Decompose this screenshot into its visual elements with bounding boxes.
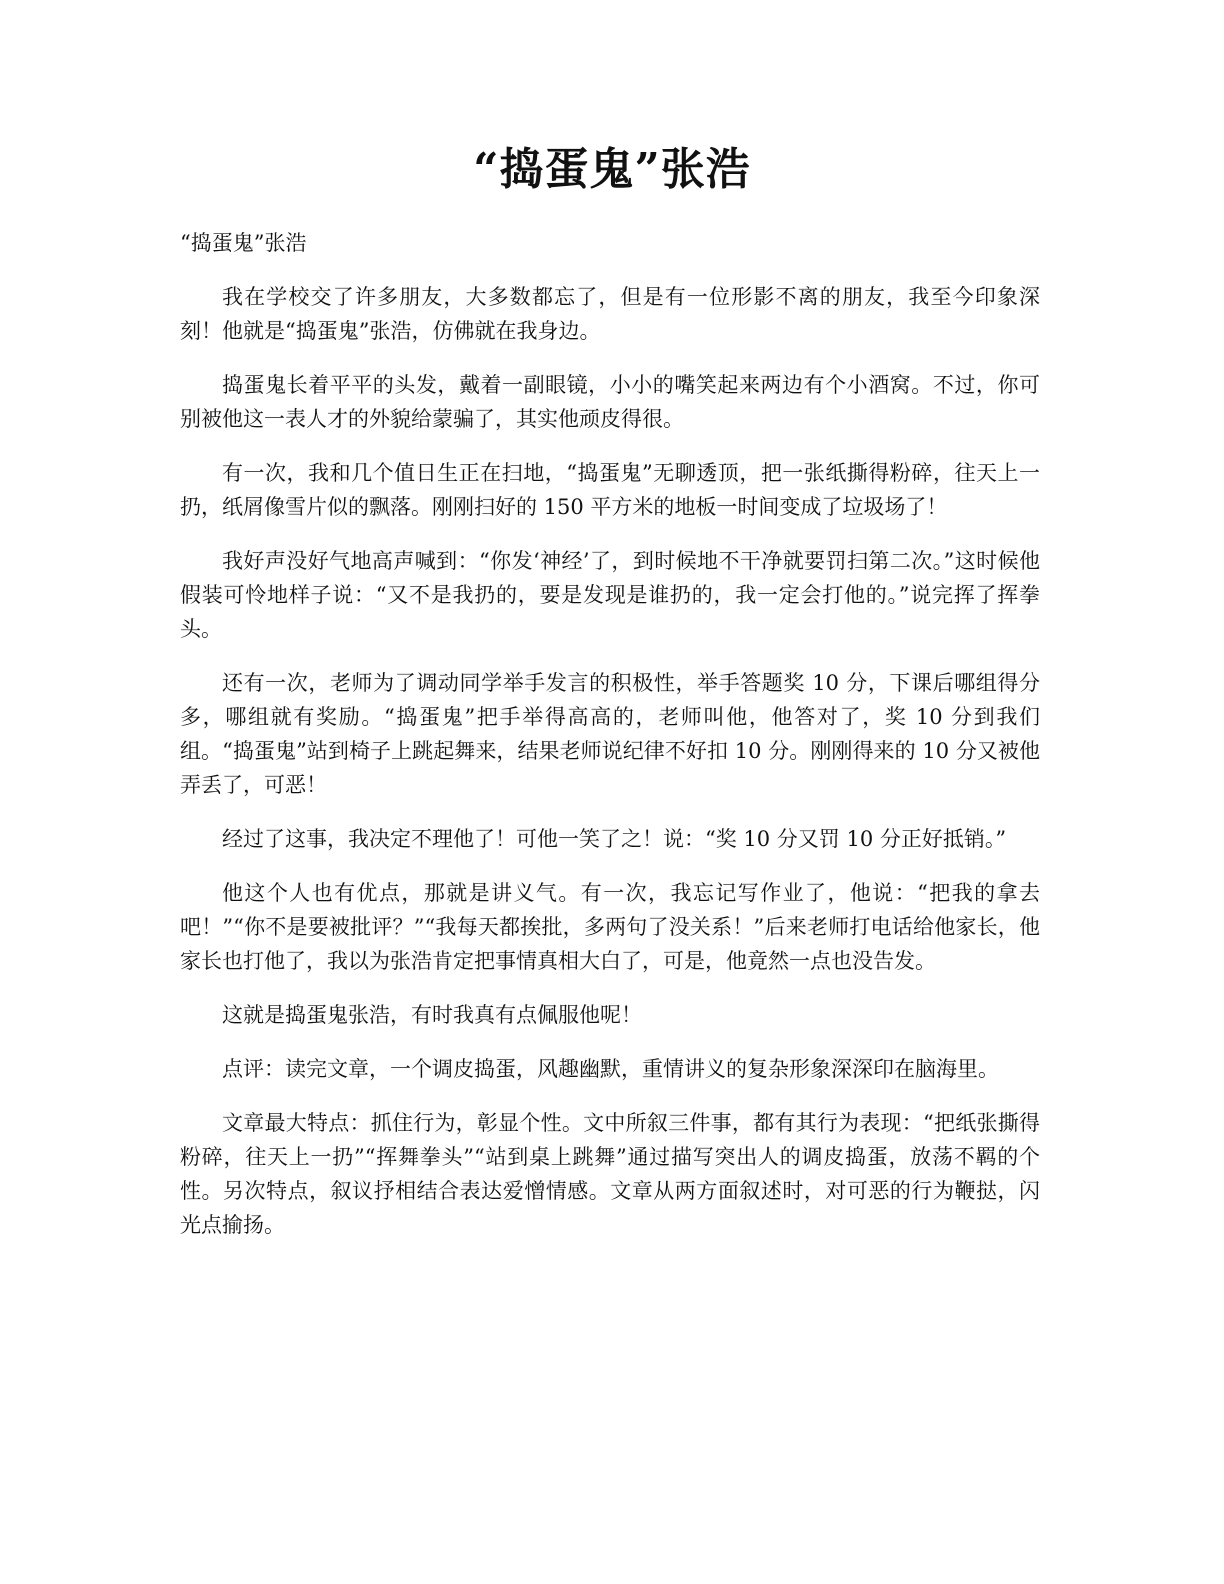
paragraph-2: 捣蛋鬼长着平平的头发，戴着一副眼镜，小小的嘴笑起来两边有个小酒窝。不过，你可别被他这一表人才的外貌给蒙骗了，其实他顽皮得很。 [180,373,1040,431]
paragraph-7: 他这个人也有优点，那就是讲义气。有一次，我忘记写作业了，他说：“把我的拿去吧！”“你不是要被批评？”“我每天都挨批，多两句了没关系！”后来老师打电话给他家长，他家长也打他了，我以为张浩肯定把事情真相大白了，可是，他竟然一点也没告发。 [180,881,1040,973]
document-subtitle: “捣蛋鬼”张浩 [180,231,307,255]
commentary-paragraph-2: 文章最大特点：抓住行为，彰显个性。文中所叙三件事，都有其行为表现：“把纸张撕得粉碎，往天上一扔”“挥舞拳头”“站到桌上跳舞”通过描写突出人的调皮捣蛋，放荡不羁的个性。另次特点，叙议抒相结合表达爱憎情感。文章从两方面叙述时，对可恶的行为鞭挞，闪光点揄扬。 [180,1111,1040,1237]
paragraph-6: 经过了这事，我决定不理他了！可他一笑了之！说：“奖 10 分又罚 10 分正好抵销。” [222,827,1007,851]
document-body [180,226,1040,1262]
document-title: “捣蛋鬼”张浩 [473,144,751,195]
paragraph-4: 我好声没好气地高声喊到：“你发‘神经’了，到时候地不干净就要罚扫第二次。”这时候他假装可怜地样子说：“又不是我扔的，要是发现是谁扔的，我一定会打他的。”说完挥了挥拳头。 [180,549,1040,641]
paragraph-8: 这就是捣蛋鬼张浩，有时我真有点佩服他呢！ [222,1003,642,1027]
commentary-paragraph-1: 点评：读完文章，一个调皮捣蛋，风趣幽默，重情讲义的复杂形象深深印在脑海里。 [222,1057,999,1081]
paragraph-1: 我在学校交了许多朋友，大多数都忘了，但是有一位形影不离的朋友，我至今印象深刻！他就是“捣蛋鬼”张浩，仿佛就在我身边。 [180,285,1040,343]
paragraph-5: 还有一次，老师为了调动同学举手发言的积极性，举手答题奖 10 分，下课后哪组得分多，哪组就有奖励。“捣蛋鬼”把手举得高高的，老师叫他，他答对了，奖 10 分到我们组。“捣蛋鬼”站到椅子上跳起舞来，结果老师说纪律不好扣 10 分。刚刚得来的 10 分又被他弄丢了，可恶！ [180,671,1040,797]
paragraph-3: 有一次，我和几个值日生正在扫地，“捣蛋鬼”无聊透顶，把一张纸撕得粉碎，往天上一扔，纸屑像雪片似的飘落。刚刚扫好的 150 平方米的地板一时间变成了垃圾场了！ [180,461,1040,519]
